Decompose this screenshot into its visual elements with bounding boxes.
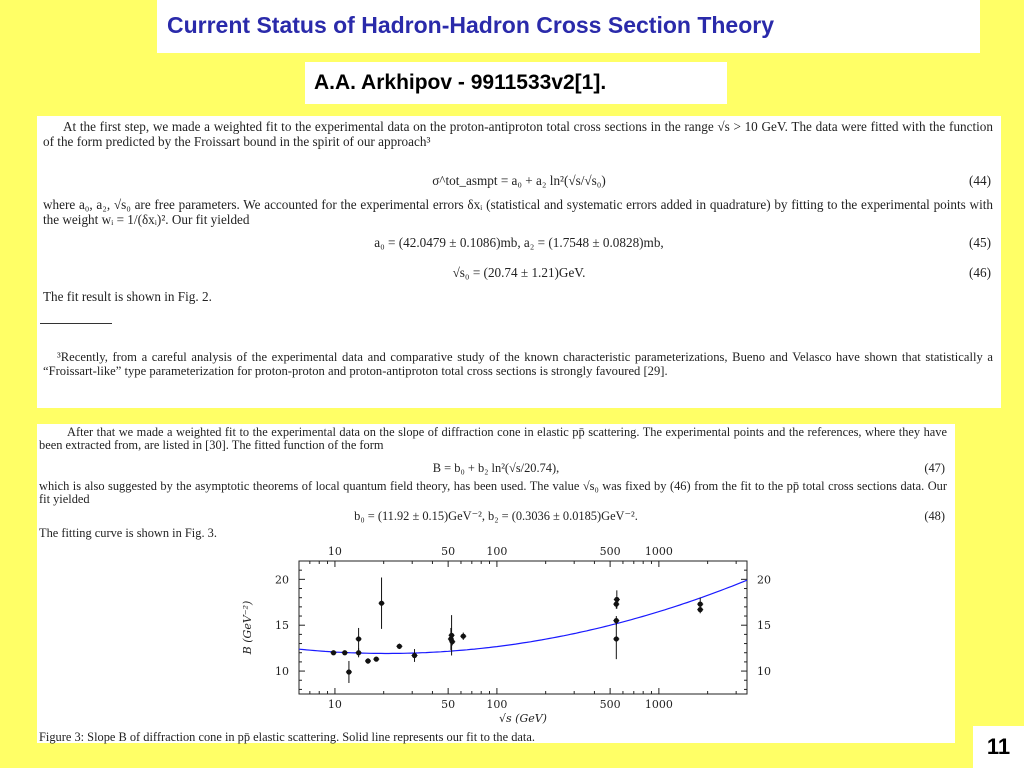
x-tick-label-top: 500	[599, 545, 621, 558]
paragraph: where a₀, a₂, √s₀ are free parameters. We accounted for the experimental errors δxᵢ (statistical and systematic errors added in quadrature) by fitting to the experimental points with the weight wᵢ = 1/(δxᵢ)². Our fit yielded	[43, 197, 993, 227]
data-point	[331, 650, 336, 655]
equation-body: b₀ = (11.92 ± 0.15)GeV⁻², b₂ = (0.3036 ± 0.0185)GeV⁻².	[354, 509, 638, 523]
slide-author: A.A. Arkhipov - 9911533v2[1].	[314, 71, 607, 94]
x-axis-label: √s (GeV)	[499, 712, 547, 725]
equation-body: σ^tot_asmpt = a₀ + a₂ ln²(√s/√s₀)	[432, 173, 606, 188]
author-box	[305, 62, 727, 104]
data-point	[614, 602, 619, 607]
data-point	[356, 650, 361, 655]
figure-3	[37, 544, 955, 743]
x-tick-label-top: 1000	[644, 545, 673, 558]
data-point	[397, 644, 402, 649]
x-tick-label-top: 50	[441, 545, 456, 558]
fit-curve	[299, 580, 747, 653]
y-tick-label: 20	[275, 573, 289, 587]
data-point	[614, 618, 619, 623]
title-box	[157, 0, 980, 53]
equation-number: (46)	[969, 265, 991, 280]
equation-number: (45)	[969, 235, 991, 250]
x-tick-label: 1000	[644, 698, 673, 711]
data-point	[379, 601, 384, 606]
y-axis-label: B (GeV⁻²)	[241, 600, 254, 655]
data-point	[342, 650, 347, 655]
equation-44	[37, 174, 1001, 190]
plot-frame	[299, 561, 747, 694]
page-box	[973, 726, 1024, 768]
data-point	[374, 657, 379, 662]
equation-48	[37, 510, 955, 526]
data-point	[614, 597, 619, 602]
footnote-rule	[40, 323, 112, 324]
equation-45	[37, 236, 1001, 252]
paragraph: The fitting curve is shown in Fig. 3.	[39, 526, 217, 540]
paragraph: After that we made a weighted fit to the experimental data on the slope of diffraction cone in elastic pp̄ scattering. The experimental points and the references, where they have been extracted from, are listed in [30]. The fitted function of the form	[39, 425, 947, 452]
equation-body: √s₀ = (20.74 ± 1.21)GeV.	[452, 265, 586, 280]
slide-title: Current Status of Hadron-Hadron Cross Section Theory	[167, 12, 775, 38]
y-tick-label: 10	[275, 665, 289, 679]
data-point	[614, 636, 619, 641]
x-tick-label: 100	[486, 698, 508, 711]
footnote: ³Recently, from a careful analysis of the experimental data and comparative study of the known characteristic parameterizations, Bueno and Velasco have shown that statistically a “Froissart-like” type parameterization for proton-proton and proton-antiproton total cross sections is strongly favoured [29].	[43, 350, 993, 378]
data-point	[365, 658, 370, 663]
paper-excerpt-1	[37, 116, 1001, 408]
y-tick-label-right: 20	[757, 573, 771, 587]
equation-47	[37, 462, 955, 478]
data-point	[450, 639, 455, 644]
paragraph: which is also suggested by the asymptotic theorems of local quantum field theory, has been used. The value √s₀ was fixed by (46) from the fit to the pp̄ total cross sections data. Our fit yielded	[39, 479, 947, 506]
slope-chart	[37, 544, 955, 730]
y-tick-label: 15	[275, 619, 289, 633]
data-point	[346, 669, 351, 674]
equation-number: (44)	[969, 173, 991, 188]
paragraph: The fit result is shown in Fig. 2.	[43, 289, 212, 304]
y-tick-label-right: 10	[757, 665, 771, 679]
x-tick-label-top: 100	[486, 545, 508, 558]
x-tick-label: 50	[441, 698, 456, 711]
y-tick-label-right: 15	[757, 619, 771, 633]
paper-excerpt-2	[37, 424, 955, 743]
equation-body: a₀ = (42.0479 ± 0.1086)mb, a₂ = (1.7548 ± 0.0828)mb,	[374, 235, 664, 250]
page-number: 11	[986, 734, 1011, 759]
x-tick-label: 10	[327, 698, 342, 711]
data-point	[356, 636, 361, 641]
x-tick-label: 500	[599, 698, 621, 711]
equation-body: B = b₀ + b₂ ln²(√s/20.74),	[432, 461, 560, 475]
data-point	[449, 633, 454, 638]
data-point	[412, 653, 417, 658]
figure-caption: Figure 3: Slope B of diffraction cone in pp̄ elastic scattering. Solid line represents our fit to the data.	[39, 730, 535, 744]
equation-number: (47)	[924, 461, 945, 475]
x-tick-label-top: 10	[327, 545, 342, 558]
data-point	[461, 634, 466, 639]
data-point	[698, 602, 703, 607]
equation-46	[37, 266, 1001, 282]
paragraph: At the first step, we made a weighted fit to the experimental data on the proton-antiproton total cross sections in the range √s > 10 GeV. The data were fitted with the function of the form predicted by the Froissart bound in the spirit of our approach³	[43, 119, 993, 149]
equation-number: (48)	[924, 509, 945, 523]
